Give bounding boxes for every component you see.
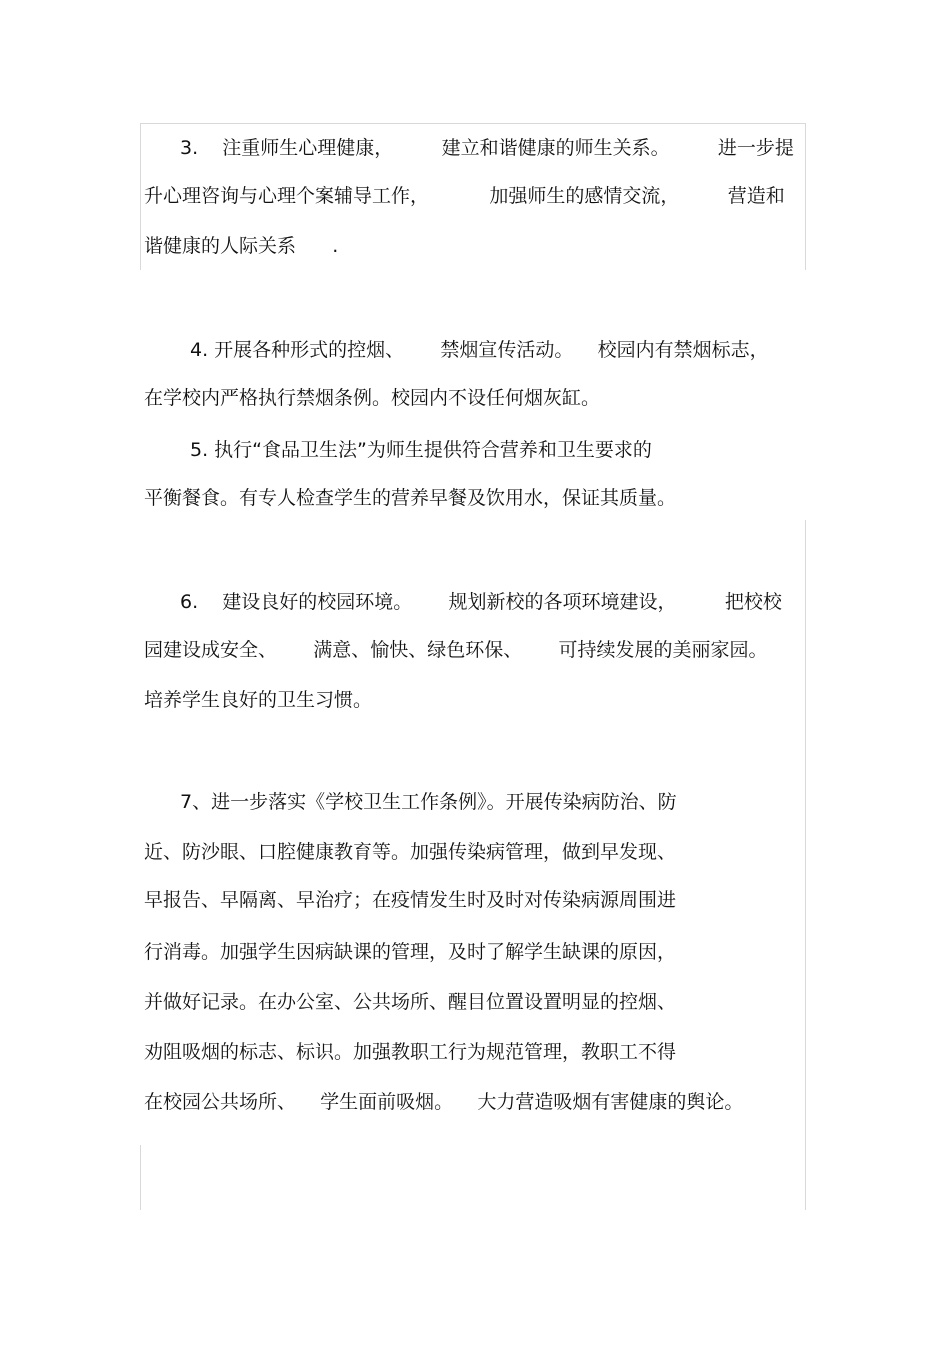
section7-line2: 近、防沙眼、口腔健康教育等。加强传染病管理，做到早发现、: [144, 841, 677, 863]
section7-line7: 在校园公共场所、 学生面前吸烟。 大力营造吸烟有害健康的舆论。: [144, 1091, 744, 1113]
border-left-rule-2: [140, 1145, 141, 1210]
section3-line3: 谐健康的人际关系 .: [144, 235, 339, 257]
section6-line1: 6. 建设良好的校园环境。 规划新校的各项环境建设， 把校校: [180, 591, 782, 613]
section6-line2: 园建设成安全、 满意、愉快、绿色环保、 可持续发展的美丽家园。: [144, 639, 768, 661]
border-right-rule-1: [805, 123, 806, 270]
section7-line5: 并做好记录。在办公室、公共场所、醒目位置设置明显的控烟、: [144, 991, 677, 1013]
section4-line2: 在学校内严格执行禁烟条例。校园内不设任何烟灰缸。: [144, 387, 601, 409]
section4-line1: 4. 开展各种形式的控烟、 禁烟宣传活动。 校园内有禁烟标志，: [190, 339, 769, 361]
section7-line1: 7、进一步落实《学校卫生工作条例》。开展传染病防治、防: [180, 791, 677, 813]
section6-line3: 培养学生良好的卫生习惯。: [144, 689, 373, 711]
section5-line1: 5. 执行“食品卫生法”为师生提供符合营养和卫生要求的: [190, 439, 652, 461]
section7-line3: 早报告、早隔离、早治疗；在疫情发生时及时对传染病源周围进: [144, 889, 677, 911]
section3-line1: 3. 注重师生心理健康， 建立和谐健康的师生关系。 进一步提: [180, 137, 794, 159]
section3-line2: 升心理咨询与心理个案辅导工作， 加强师生的感情交流， 营造和: [144, 185, 785, 207]
border-top-rule: [140, 123, 806, 124]
border-left-rule-1: [140, 123, 141, 270]
border-right-rule-2: [805, 520, 806, 1210]
section7-line6: 劝阻吸烟的标志、标识。加强教职工行为规范管理，教职工不得: [144, 1041, 677, 1063]
section7-line4: 行消毒。加强学生因病缺课的管理，及时了解学生缺课的原因，: [144, 941, 677, 963]
section5-line2: 平衡餐食。有专人检查学生的营养早餐及饮用水，保证其质量。: [144, 487, 677, 509]
